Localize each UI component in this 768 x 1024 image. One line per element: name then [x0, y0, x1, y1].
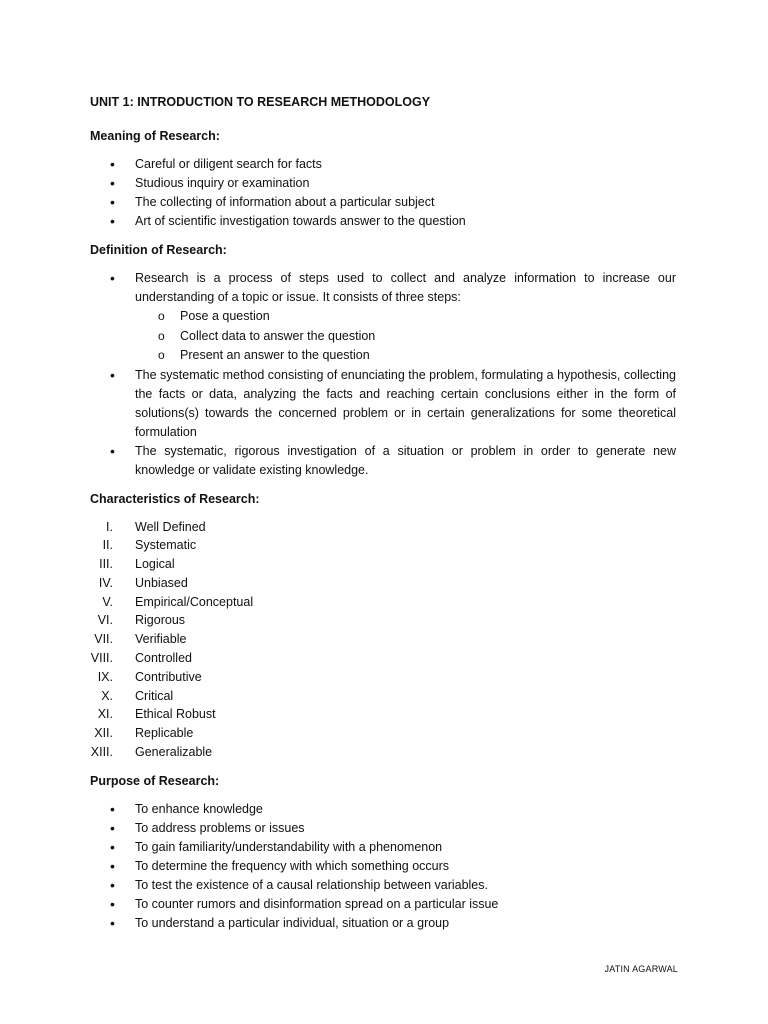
- list-item: • The systematic, rigorous investigation of a situation or problem in order to generate new knowledge or validate existing knowledge.: [90, 442, 676, 480]
- list-item: [90, 611, 676, 630]
- item-text: Controlled: [135, 651, 192, 666]
- list-item: [90, 555, 676, 574]
- list-item: • Studious inquiry or examination: [90, 174, 676, 193]
- item-text: Generalizable: [135, 745, 213, 760]
- list-item: • To test the existence of a causal relationship between variables.: [90, 876, 676, 895]
- item-text: Logical: [135, 557, 175, 572]
- list-item: • The systematic method consisting of enunciating the problem, formulating a hypothesis, collecting the facts or data, analyzing the facts and reaching certain conclusions either in the form of solutions(s) towards the concerned problem or in certain generalizations for some theoretical formulation: [90, 366, 676, 442]
- page-footer: JATIN AGARWAL: [604, 964, 678, 974]
- list-item: [90, 593, 676, 612]
- document-title: UNIT 1: INTRODUCTION TO RESEARCH METHODOLOGY: [90, 95, 431, 109]
- list-item: • Careful or diligent search for facts: [90, 155, 676, 174]
- item-text: Unbiased: [135, 575, 188, 590]
- roman-numeral: VI.: [97, 613, 113, 628]
- characteristics-section: [90, 490, 676, 762]
- list-item: • To gain familiarity/understandability with a phenomenon: [90, 838, 676, 857]
- purpose-list: [90, 800, 676, 933]
- roman-numeral: XIII.: [90, 745, 113, 760]
- step-item: o Collect data to answer the question: [135, 327, 676, 347]
- list-item: [90, 743, 676, 762]
- definition-list: [90, 269, 676, 480]
- document-body: [90, 93, 676, 943]
- characteristics-heading: Characteristics of Research:: [90, 491, 260, 506]
- meaning-heading: Meaning of Research:: [90, 129, 220, 143]
- meaning-section: [90, 127, 676, 231]
- list-item: • To understand a particular individual, situation or a group: [90, 914, 676, 933]
- list-item: [90, 687, 676, 706]
- item-text: Systematic: [135, 538, 197, 553]
- definition-text: Research is a process of steps used to collect and analyze information to increase our understanding of a topic or issue. It consists of three steps:: [135, 271, 676, 304]
- list-item: • Art of scientific investigation towards answer to the question: [90, 212, 676, 231]
- characteristics-list: [90, 518, 676, 762]
- list-item: • To determine the frequency with which something occurs: [90, 857, 676, 876]
- list-item: • The collecting of information about a particular subject: [90, 193, 676, 212]
- definition-heading: Definition of Research:: [90, 243, 227, 257]
- list-item: [90, 518, 676, 537]
- step-item: o Present an answer to the question: [135, 346, 676, 366]
- roman-numeral: V.: [102, 594, 113, 609]
- item-text: Well Defined: [135, 519, 206, 534]
- list-item: • To address problems or issues: [90, 819, 676, 838]
- list-item: [90, 536, 676, 555]
- step-item: o Pose a question: [135, 307, 676, 327]
- item-text: Critical: [135, 688, 174, 703]
- roman-numeral: I.: [106, 519, 113, 534]
- list-item: [90, 649, 676, 668]
- item-text: Ethical Robust: [135, 707, 216, 722]
- roman-numeral: XI.: [97, 707, 113, 722]
- meaning-list: [90, 155, 676, 231]
- item-text: Contributive: [135, 669, 202, 684]
- definition-section: [90, 241, 676, 480]
- roman-numeral: IX.: [97, 669, 113, 684]
- item-text: Verifiable: [135, 632, 187, 647]
- roman-numeral: IV.: [98, 575, 113, 590]
- list-item: [90, 724, 676, 743]
- steps-list: [135, 307, 676, 366]
- purpose-heading: Purpose of Research:: [90, 773, 220, 788]
- list-item: • To enhance knowledge: [90, 800, 676, 819]
- roman-numeral: III.: [99, 557, 113, 572]
- list-item: [90, 668, 676, 687]
- roman-numeral: VII.: [94, 632, 113, 647]
- list-item: [90, 574, 676, 593]
- item-text: Rigorous: [135, 613, 186, 628]
- list-item: [90, 269, 676, 366]
- roman-numeral: X.: [101, 688, 113, 703]
- roman-numeral: XII.: [94, 726, 113, 741]
- item-text: Replicable: [135, 726, 194, 741]
- roman-numeral: II.: [102, 538, 113, 553]
- list-item: [90, 630, 676, 649]
- list-item: • To counter rumors and disinformation spread on a particular issue: [90, 895, 676, 914]
- list-item: [90, 705, 676, 724]
- roman-numeral: VIII.: [90, 651, 113, 666]
- purpose-section: [90, 772, 676, 933]
- item-text: Empirical/Conceptual: [135, 594, 254, 609]
